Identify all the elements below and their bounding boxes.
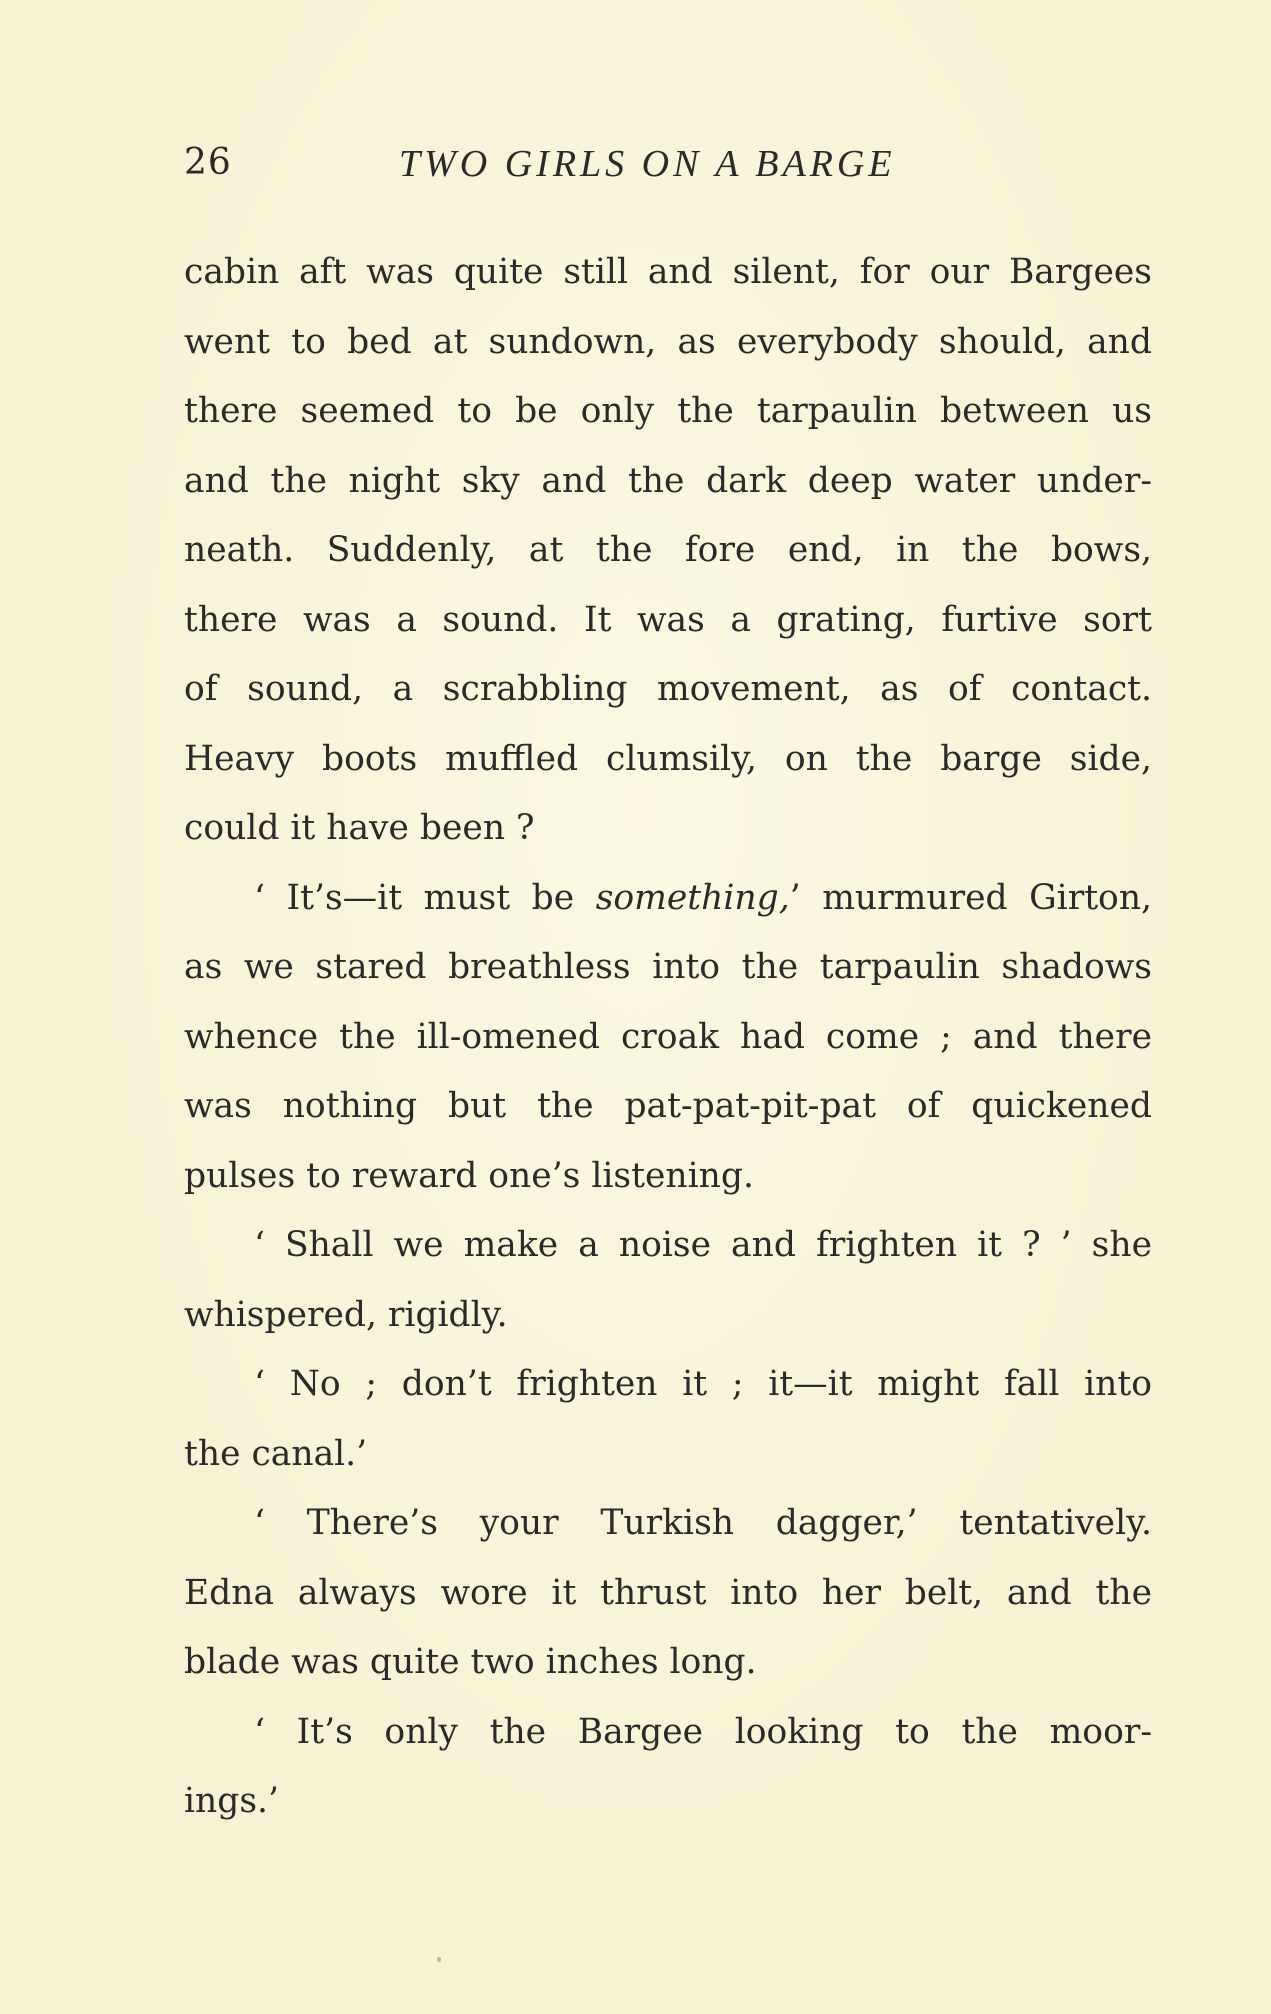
text-line: could it have been ? [184, 808, 535, 848]
text-line: there was a sound. It was a grating, furtive sort [184, 599, 1152, 640]
dialogue-suffix: murmured Girton, [822, 877, 1153, 918]
text-line: blade was quite two inches long. [184, 1642, 757, 1682]
text-line: went to bed at sundown, as everybody should, and [184, 321, 1152, 362]
text-line: ‘ No ; don’t frighten it ; it—it might fall into [254, 1364, 1152, 1404]
running-head [184, 142, 1084, 192]
text-line: of sound, a scrabbling movement, as of contact. [184, 669, 1152, 709]
text-line: ‘ There’s your Turkish dagger,’ tentatively. [254, 1503, 1152, 1543]
text-line: there seemed to be only the tarpaulin between us [184, 391, 1152, 431]
text-line: Edna always wore it thrust into her belt, and the [184, 1572, 1152, 1613]
dialogue-prefix: ‘ It’s—it must be [254, 877, 575, 918]
text-line-dialogue [184, 864, 1152, 934]
text-line: and the night sky and the dark deep water under- [184, 460, 1152, 501]
text-line: ings.’ [184, 1781, 279, 1821]
text-line: Heavy boots muffled clumsily, on the barge side, [184, 738, 1152, 779]
text-line: was nothing but the pat-pat-pit-pat of quickened [184, 1086, 1152, 1126]
text-line: cabin aft was quite still and silent, for our Bargees [184, 252, 1152, 292]
paper-speck [437, 1957, 441, 1962]
text-line: ‘ It’s only the Bargee looking to the moor- [254, 1711, 1152, 1752]
closing-quote: ’ [789, 877, 801, 918]
text-line: as we stared breathless into the tarpaulin shadows [184, 947, 1152, 987]
text-line: neath. Suddenly, at the fore end, in the bows, [184, 530, 1152, 570]
body-text [184, 238, 1152, 1837]
italic-emphasis: something, [595, 877, 790, 918]
text-line: the canal.’ [184, 1433, 368, 1474]
text-line: ‘ Shall we make a noise and frighten it ? ’ she [254, 1225, 1152, 1265]
running-title: TWO GIRLS ON A BARGE [399, 143, 896, 185]
text-line: pulses to reward one’s listening. [184, 1155, 754, 1196]
text-line: whispered, rigidly. [184, 1294, 508, 1335]
page-number: 26 [184, 142, 232, 183]
text-line: whence the ill-omened croak had come ; and there [184, 1016, 1152, 1057]
